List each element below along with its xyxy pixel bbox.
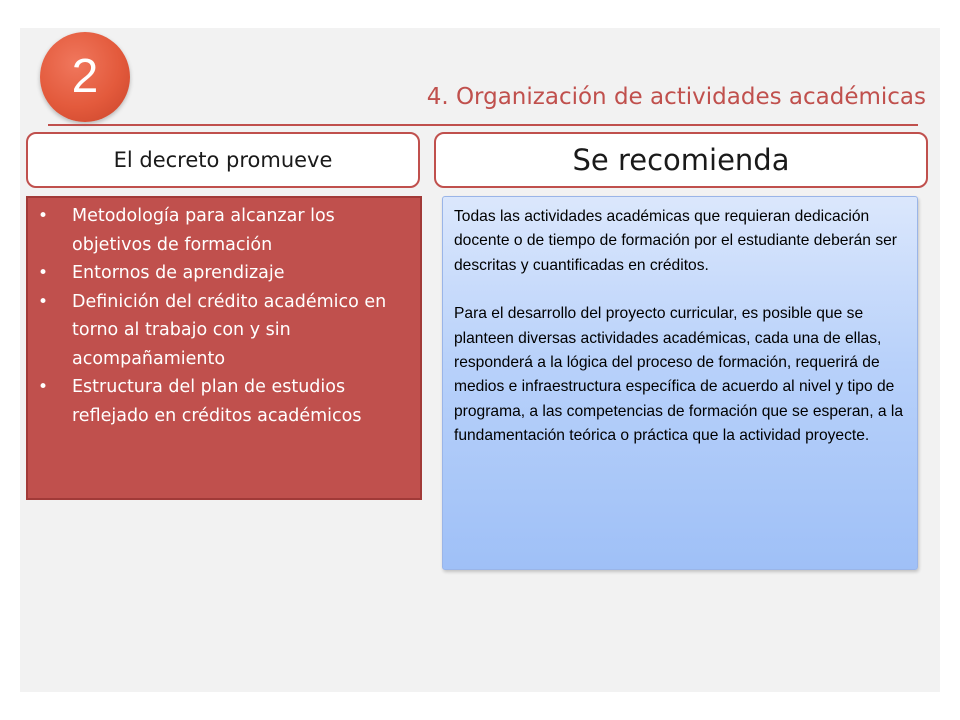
right-header-label: Se recomienda	[572, 143, 790, 177]
left-column-header	[26, 132, 420, 188]
right-column-header	[434, 132, 928, 188]
list-item: • Entornos de aprendizaje	[72, 259, 410, 288]
slide-title: 4. Organización de actividades académicas	[426, 84, 926, 110]
list-item: • Definición del crédito académico en torno al trabajo con y sin acompañamiento	[72, 288, 410, 374]
slide-number-badge: 2	[40, 32, 130, 122]
recommendation-text-box	[442, 196, 918, 570]
left-header-label: El decreto promueve	[113, 148, 333, 172]
list-item: • Estructura del plan de estudios reflejado en créditos académicos	[72, 373, 410, 430]
list-item: • Metodología para alcanzar los objetivos de formación	[72, 202, 410, 259]
title-divider	[48, 124, 918, 126]
recommendation-paragraph: Para el desarrollo del proyecto curricular, es posible que se planteen diversas actividades académicas, cada una de ellas, responderá a la lógica del proceso de formación, requerirá de medios e infraestructura específica de acuerdo al nivel y tipo de programa, a las competencias de formación que se esperan, a la fundamentación teórica o práctica que la actividad proyecte.	[454, 305, 904, 445]
decree-bullet-box	[26, 196, 422, 500]
recommendation-paragraph: Todas las actividades académicas que requieran dedicación docente o de tiempo de formación por el estudiante deberán ser descritas y cuantificadas en créditos.	[454, 208, 897, 274]
decree-bullet-list	[28, 198, 420, 430]
